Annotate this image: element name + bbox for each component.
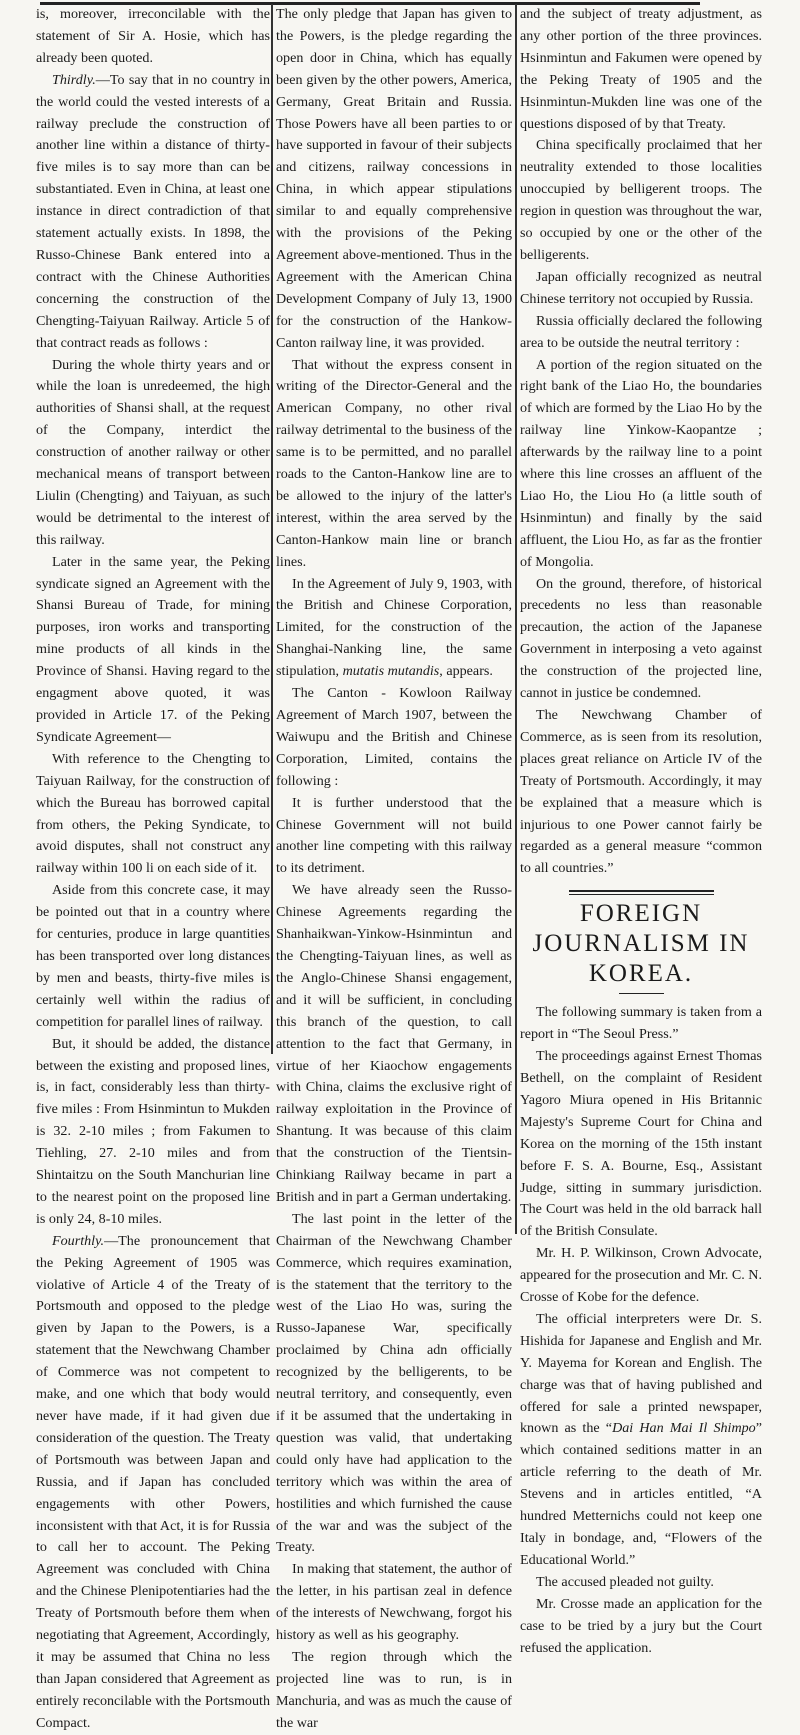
italic-phrase: mutatis mutandis bbox=[342, 663, 440, 680]
paragraph-text: —To say that in no country in the world could the vested interests of a railway preclude the construction of another line within a distance of thirty-five miles is to say more than can be substantiated. Even in China, at least one instance in direct contradiction of that statement actually exists. In 1898, the Russo-Chinese Bank entered into a contract with the Chinese Authorities concerning the construction of the Chengting-Taiyuan Railway. Article 5 of that contract reads as follows : bbox=[36, 71, 270, 351]
paragraph-text: , appears. bbox=[439, 663, 493, 680]
paragraph: China specifically proclaimed that her neutrality extended to those localities unoccupied by belligerent troops. The region in question was throughout the war, so occupied by one or the other of the belligerents. bbox=[520, 137, 762, 263]
paragraph: Japan officially recognized as neutral Chinese territory not occupied by Russia. bbox=[520, 268, 762, 307]
paragraph: Mr. H. P. Wilkinson, Crown Advocate, appeared for the prosecution and Mr. C. N. Crosse of Kobe for the defence. bbox=[520, 1245, 762, 1306]
paragraph: The Canton - Kowloon Railway Agreement of March 1907, between the Waiwupu and the British and Chinese Corporation, Limited, contains the following : bbox=[276, 685, 512, 789]
quotation: With reference to the Chengting to Taiyuan Railway, for the construction of which the Bureau has borrowed capital from others, the Peking Syndicate, to avoid disputes, shall not construct any railway within 100 li on each side of it. bbox=[36, 750, 270, 877]
paragraph: But, it should be added, the distance between the existing and proposed lines, is, in fact, considerably less than thirty-five miles : From Hsinmintun to Mukden is 32. 2-10 miles ; from Fakumen to Tiehling, 27. 2-10 miles and from Shintaitzu on the South Manchurian line to the nearest point on the proposed line is only 24, 8-10 miles. bbox=[36, 1035, 270, 1227]
article-headline bbox=[520, 899, 762, 989]
paragraph bbox=[36, 1231, 270, 1735]
section-lead: Thirdly. bbox=[52, 71, 96, 88]
headline-line: KOREA. bbox=[588, 960, 694, 988]
paragraph bbox=[520, 1309, 762, 1572]
paragraph: The following summary is taken from a report in “The Seoul Press.” bbox=[520, 1004, 762, 1043]
paragraph: In making that statement, the author of the letter, in his partisan zeal in defence of the interests of Newchwang, forgot his history as well as his geography. bbox=[276, 1561, 512, 1644]
section-rule bbox=[569, 890, 714, 895]
quotation: A portion of the region situated on the right bank of the Liao Ho, the boundaries of which are formed by the Liao Ho by the railway line Yinkow-Kaopantze ; afterwards by the railway line to a point where this line crosses an affluent of the Liao Ho, the Liou Ho (a little south of Hsinmintun) and finally by the said affluent, the Liou Ho, as far as the frontier of Mongolia. bbox=[520, 356, 762, 570]
quotation: That without the express consent in writing of the Director-General and the American Company, no other rival railway detrimental to the business of the same is to be permitted, and no parallel roads to the Canton-Hankow line are to be allowed to the injury of the latter's interest, within the area served by the Canton-Hankow main line or branch lines. bbox=[276, 356, 512, 570]
paragraph-text: The official interpreters were Dr. S. Hishida for Japanese and English and Mr. Y. Mayema for Korean and English. The charge was that of having published and offered for sale a printed newspaper, known as the “ bbox=[520, 1310, 762, 1437]
paragraph-text: In the Agreement of July 9, 1903, with the British and Chinese Corporation, Limited, for the construction of the Shanghai-Nanking line, the same stipulation, bbox=[276, 575, 512, 680]
paragraph: The last point in the letter of the Chairman of the Newchwang Chamber Commerce, which requires examination, is the statement that the territory to the west of the Liao Ho was, suring the Russo-Japanese War, specifically proclaimed by China adn officially recognized by the belligerents, to be neutral territory, and consequently, even if it be assumed that the undertaking in question was valid, that undertaking could only have had application to the territory which was within the area of hostilities and which furnished the cause of the war and was the subject of the Treaty. bbox=[276, 1210, 512, 1556]
column-divider bbox=[515, 4, 517, 1234]
paragraph: The only pledge that Japan has given to the Powers, is the pledge regarding the open door in China, which has equally been given by the other powers, America, Germany, Great Britain and Russia. Those Powers have all been parties to or have supported in favour of their subjects and citizens, railway concessions in China, in which appear stipulations similar to and equally comprehensive with the provisions of the Peking Agreement above-mentioned. Thus in the Agreement with the American China Development Company of July 13, 1900 for the construction of the Hankow-Canton railway line, it was provided. bbox=[276, 6, 512, 351]
column-1 bbox=[36, 4, 270, 1735]
paragraph: Mr. Crosse made an application for the case to be tried by a jury but the Court refused the application. bbox=[520, 1595, 762, 1656]
headline-line: FOREIGN bbox=[579, 900, 703, 928]
paragraph: and the subject of treaty adjustment, as any other portion of the three provinces. Hsinmintun and Fakumen were opened by the Peking Treaty of 1905 and the Hsinmintun-Mukden line was one of the questions disposed of by that Treaty. bbox=[520, 6, 762, 132]
paragraph: We have already seen the Russo-Chinese Agreements regarding the Shanhaikwan-Yinkow-Hsinmintun and the Chengting-Taiyuan lines, as well as the Anglo-Chinese Shansi engagement, and it will be sufficient, in concluding this branch of the question, to call attention to the fact that Germany, in virtue of her Kiaochow engagements with China, claims the exclusive right of railway exploitation in the Province of Shantung. It was because of this claim that the construction of the Tientsin-Chinkiang Railway became in part a British and in part a German undertaking. bbox=[276, 882, 512, 1205]
section-lead: Fourthly. bbox=[52, 1232, 105, 1249]
paragraph bbox=[36, 70, 270, 355]
paragraph-text: —The pronouncement that the Peking Agreement of 1905 was violative of Article 4 of the Treaty of Portsmouth and opposed to the pledge given by Japan to the Powers, is a statement that the Newchwang Chamber of Commerce was not competent to make, and one which that body would never have made, if it had given due consideration of the question. The Treaty of Portsmouth was between Japan and Russia, and if Japan has concluded engagements with other Powers, inconsistent with that Act, it is for Russia to call her to account. The Peking Agreement was concluded with China and the Chinese Plenipotentiaries had the Treaty of Portsmouth before them when negotiating that Agreement, Accordingly, it may be assumed that China no less than Japan considered that Agreement as entirely reconcilable with the Portsmouth Compact. bbox=[36, 1232, 270, 1731]
quotation: It is further understood that the Chinese Government will not build another line competing with this railway to its detriment. bbox=[276, 794, 512, 877]
paragraph: The proceedings against Ernest Thomas Bethell, on the complaint of Resident Yagoro Miura opened in His Britannic Majesty's Supreme Court for China and Korea on the morning of the 15th instant before F. S. A. Bourne, Esq., Assistant Judge, sitting in summary jurisdiction. The Court was held in the old barrack hall of the British Consulate. bbox=[520, 1048, 762, 1240]
quotation: During the whole thirty years and or while the loan is unredeemed, the high authorities of Shansi shall, at the request of the Company, interdict the construction of another railway or other mechanical means of transport between Liulin (Chengting) and Taiyuan, as such would be detrimental to the interest of this railway. bbox=[36, 356, 270, 548]
paragraph: is, moreover, irreconcilable with the statement of Sir A. Hosie, which has already been quoted. bbox=[36, 6, 270, 66]
column-divider bbox=[271, 4, 273, 1054]
column-3 bbox=[520, 4, 762, 1659]
paragraph: The Newchwang Chamber of Commerce, as is seen from its resolution, places great reliance on Article IV of the Treaty of Portsmouth. Accordingly, it may be explained that a measure which is injurious to one Power cannot fairly be regarded as a general measure “common to all countries.” bbox=[520, 707, 762, 877]
article-headline-block bbox=[520, 890, 762, 994]
paragraph: Russia officially declared the following area to be outside the neutral territory : bbox=[520, 312, 762, 351]
paragraph: The region through which the projected line was to run, is in Manchuria, and was as much the cause of the war bbox=[276, 1648, 512, 1731]
paragraph: On the ground, therefore, of historical precedents no less than reasonable precaution, the action of the Japanese Government in interposing a veto against the construction of the projected line, cannot in justice be condemned. bbox=[520, 575, 762, 702]
paragraph bbox=[276, 574, 512, 684]
headline-line: JOURNALISM IN bbox=[532, 930, 750, 958]
italic-phrase: Dai Han Mai Il Shimpo bbox=[612, 1420, 756, 1437]
paragraph-text: ” which contained seditions matter in an article referring to the death of Mr. Stevens and in articles entitled, “A hundred Metternichs could not keep one Italy in bondage, and, “Flowers of the Educational World.” bbox=[520, 1420, 762, 1568]
headline-rule bbox=[619, 993, 664, 994]
paragraph: Later in the same year, the Peking syndicate signed an Agreement with the Shansi Bureau of Trade, for mining purposes, iron works and transporting mine products of all kinds in the Province of Shansi. Having regard to the engagment above quoted, it was provided in Article 17. of the Peking Syndicate Agreement— bbox=[36, 553, 270, 745]
paragraph: Aside from this concrete case, it may be pointed out that in a country where for centuries, produce in large quantities has been transported over long distances by men and beasts, thirty-five miles is certainly well within the radius of competition for parallel lines of railway. bbox=[36, 882, 270, 1030]
column-2 bbox=[276, 4, 512, 1735]
paragraph: The accused pleaded not guilty. bbox=[536, 1573, 714, 1590]
